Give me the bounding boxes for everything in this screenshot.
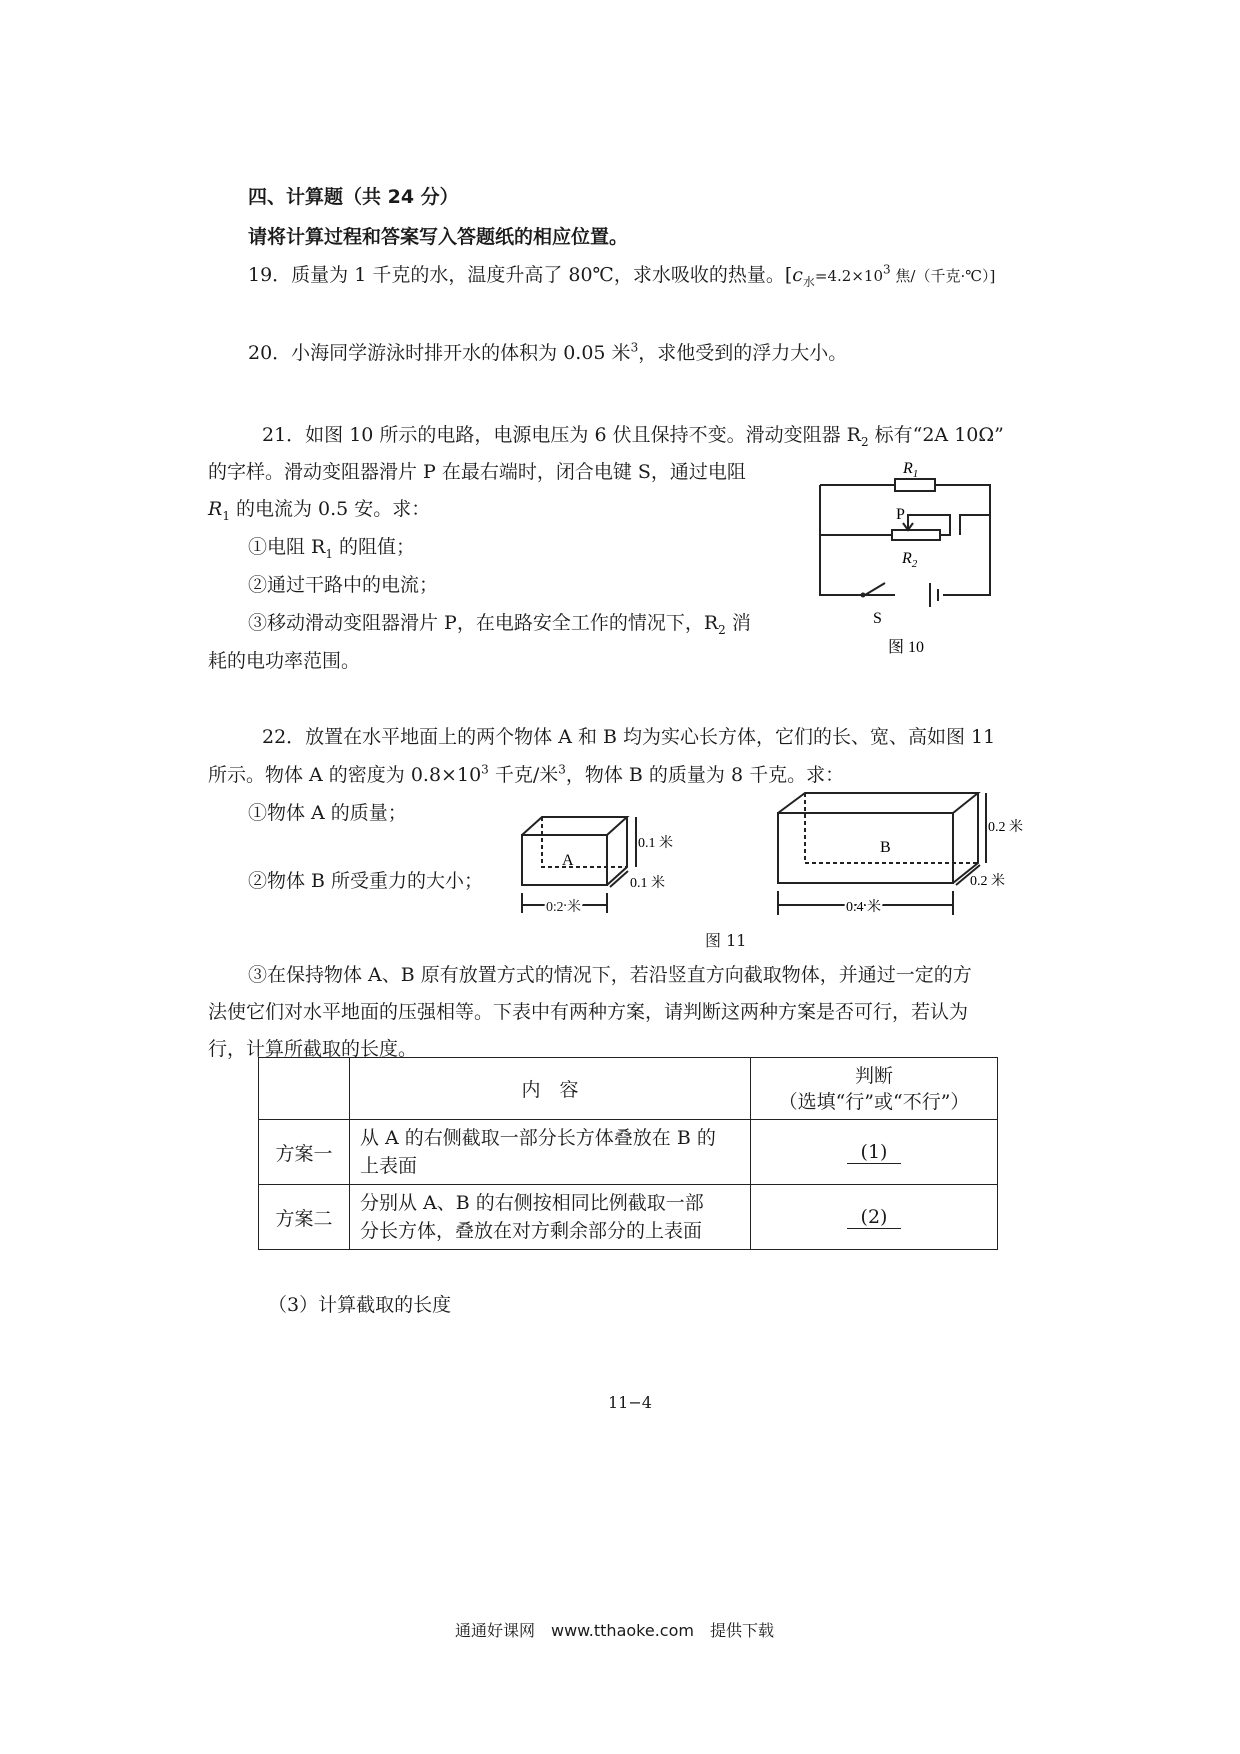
- table-row: [259, 1185, 998, 1250]
- question-21-line2: 的字样。滑动变阻器滑片 P 在最右端时，闭合电键 S，通过电阻: [208, 461, 746, 483]
- a-length-label: 0.2 米: [546, 900, 581, 915]
- table-header-row: [259, 1058, 998, 1120]
- section-title: 四、计算题（共 24 分）: [248, 186, 459, 208]
- circuit-wire-left: [820, 485, 895, 595]
- s-label: S: [873, 610, 882, 627]
- switch-contact: [861, 593, 866, 598]
- resistor-r2-icon: [892, 530, 940, 540]
- question-21-item3: ③移动滑动变阻器滑片 P，在电路安全工作的情况下，$R_2$ 消: [248, 612, 751, 637]
- plan-table: [258, 1057, 998, 1250]
- box-a-figure: [518, 805, 698, 920]
- box-a-hidden-edges: [542, 817, 627, 867]
- a-height-label: 0.1 米: [638, 836, 673, 851]
- question-22-item1: ①物体 A 的质量；: [248, 802, 407, 824]
- figure-11-caption: 图 11: [705, 931, 747, 950]
- page-number: 11−4: [608, 1393, 652, 1412]
- r1-label: $R_1$: [903, 460, 919, 480]
- plan-judge-blank[interactable]: (2): [751, 1185, 998, 1250]
- resistor-r1-icon: [895, 479, 935, 491]
- circuit-figure-10: [810, 455, 1005, 655]
- footer-text: 通通好课网 www.tthaoke.com 提供下载: [455, 1621, 774, 1640]
- table-header-empty: [259, 1058, 350, 1120]
- p-label: P: [896, 506, 905, 523]
- question-22-line1: 22．放置在水平地面上的两个物体 A 和 B 均为实心长方体，它们的长、宽、高如图 11: [262, 726, 996, 748]
- question-21-item1: ①电阻 $R_1$ 的阻值；: [248, 536, 416, 561]
- question-22-item3-line1: ③在保持物体 A、B 原有放置方式的情况下，若沿竖直方向截取物体，并通过一定的方: [248, 964, 972, 986]
- box-a-label: A: [562, 852, 574, 869]
- box-b-figure: [770, 785, 1030, 920]
- question-22-line2: 所示。物体 A 的密度为 $0.8\times 10^3$ 千克/米$^3$，物体 B 的质量为 8 千克。求：: [208, 762, 845, 786]
- b-height-label: 0.2 米: [988, 820, 1023, 835]
- plan-content: 分别从 A、B 的右侧按相同比例截取一部 分长方体，叠放在对方剩余部分的上表面: [350, 1185, 751, 1250]
- plan-name: 方案一: [259, 1120, 350, 1185]
- box-b-top: [778, 793, 978, 813]
- question-21-item3-line2: 耗的电功率范围。: [208, 650, 361, 672]
- plan-name: 方案二: [259, 1185, 350, 1250]
- figure-10-caption: 图 10: [888, 639, 925, 655]
- question-21-line3: $R_1$ 的电流为 0.5 安。求：: [208, 498, 431, 523]
- plan-judge-blank[interactable]: (1): [751, 1120, 998, 1185]
- question-22-item3-line2: 法使它们对水平地面的压强相等。下表中有两种方案，请判断这两种方案是否可行，若认为: [208, 1001, 969, 1023]
- box-a-top: [522, 817, 627, 835]
- a-width-label: 0.1 米: [630, 876, 665, 891]
- r2-label: $R_2$: [902, 550, 918, 570]
- section-instruction: 请将计算过程和答案写入答题纸的相应位置。: [248, 226, 629, 248]
- circuit-wire-right: [935, 485, 990, 595]
- slider-wire: [908, 515, 950, 535]
- box-b-label: B: [880, 839, 891, 856]
- question-22-item3-line3: 行，计算所截取的长度。: [208, 1038, 418, 1060]
- table-row: [259, 1120, 998, 1185]
- switch-icon: [865, 583, 885, 595]
- question-21-line1: 21．如图 10 所示的电路，电源电压为 6 伏且保持不变。滑动变阻器 $R_2$ 标有“2A 10Ω”: [262, 424, 1004, 449]
- question-22-item2: ②物体 B 所受重力的大小；: [248, 870, 484, 892]
- question-22-calc: （3）计算截取的长度: [268, 1294, 452, 1316]
- question-19: 19．质量为 1 千克的水，温度升高了 80℃，求水吸收的热量。[$c_水=4.2\times 10^3$ 焦/（千克·℃）]: [248, 262, 996, 289]
- table-header-content: 内 容: [350, 1058, 751, 1120]
- question-21-item2: ②通过干路中的电流；: [248, 574, 439, 596]
- table-header-judge: 判断 （选填“行”或“不行”）: [751, 1058, 998, 1120]
- question-20: 20．小海同学游泳时排开水的体积为 0.05 米$^3$，求他受到的浮力大小。: [248, 340, 848, 364]
- b-width-label: 0.2 米: [970, 874, 1005, 889]
- b-length-label: 0.4 米: [846, 900, 881, 915]
- plan-content: 从 A 的右侧截取一部分长方体叠放在 B 的 上表面: [350, 1120, 751, 1185]
